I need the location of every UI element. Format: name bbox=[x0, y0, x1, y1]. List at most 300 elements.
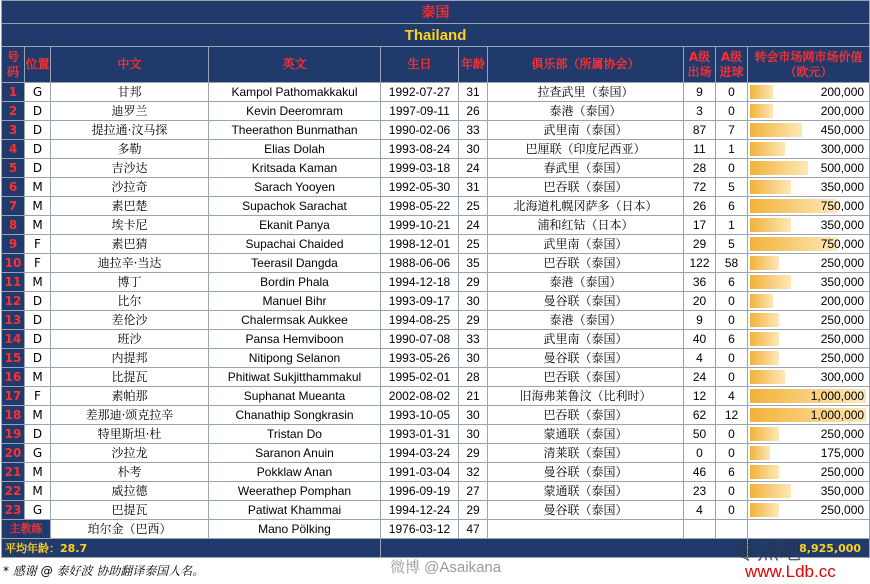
player-birthday: 1995-02-01 bbox=[381, 368, 459, 387]
market-value-bar bbox=[750, 503, 779, 517]
player-position: F bbox=[25, 387, 51, 406]
coach-label: 主教练 bbox=[2, 520, 51, 539]
player-goals: 5 bbox=[716, 178, 748, 197]
table-row bbox=[2, 501, 870, 520]
player-position: M bbox=[25, 463, 51, 482]
player-market-value bbox=[748, 406, 870, 425]
player-birthday: 1998-12-01 bbox=[381, 235, 459, 254]
player-english-name: Teerasil Dangda bbox=[209, 254, 381, 273]
player-age: 30 bbox=[459, 140, 488, 159]
table-row bbox=[2, 235, 870, 254]
player-position: D bbox=[25, 140, 51, 159]
player-goals: 0 bbox=[716, 368, 748, 387]
player-birthday: 1990-02-06 bbox=[381, 121, 459, 140]
player-chinese-name: 沙拉龙 bbox=[51, 444, 209, 463]
table-row bbox=[2, 292, 870, 311]
player-club: 巴吞联（泰国） bbox=[488, 178, 684, 197]
market-value-bar bbox=[750, 142, 785, 156]
player-market-value bbox=[748, 235, 870, 254]
player-number: 3 bbox=[2, 121, 25, 140]
player-club: 清莱联（泰国） bbox=[488, 444, 684, 463]
player-caps: 87 bbox=[684, 121, 716, 140]
table-row bbox=[2, 387, 870, 406]
table-row bbox=[2, 178, 870, 197]
market-value-bar bbox=[750, 85, 773, 99]
player-number: 12 bbox=[2, 292, 25, 311]
market-value-bar bbox=[750, 275, 791, 289]
market-value-bar bbox=[750, 218, 791, 232]
player-chinese-name: 特里斯坦·杜 bbox=[51, 425, 209, 444]
player-birthday: 1992-05-30 bbox=[381, 178, 459, 197]
market-value-bar bbox=[750, 123, 802, 137]
header-caps: A级出场 bbox=[684, 47, 716, 83]
player-position: M bbox=[25, 273, 51, 292]
player-chinese-name: 巴提瓦 bbox=[51, 501, 209, 520]
player-goals: 0 bbox=[716, 83, 748, 102]
player-birthday: 1994-12-24 bbox=[381, 501, 459, 520]
player-chinese-name: 沙拉奇 bbox=[51, 178, 209, 197]
player-market-value bbox=[748, 292, 870, 311]
player-goals: 6 bbox=[716, 197, 748, 216]
player-club: 泰港（泰国） bbox=[488, 273, 684, 292]
player-age: 25 bbox=[459, 235, 488, 254]
player-position: D bbox=[25, 311, 51, 330]
player-number: 5 bbox=[2, 159, 25, 178]
header-number: 号码 bbox=[2, 47, 25, 83]
player-english-name: Bordin Phala bbox=[209, 273, 381, 292]
player-position: F bbox=[25, 235, 51, 254]
player-number: 2 bbox=[2, 102, 25, 121]
player-number: 16 bbox=[2, 368, 25, 387]
player-market-value bbox=[748, 349, 870, 368]
table-row bbox=[2, 140, 870, 159]
squad-table bbox=[1, 0, 870, 558]
market-value-bar bbox=[750, 446, 770, 460]
market-value-text: 250,000 bbox=[820, 503, 865, 517]
player-club: 武里南（泰国） bbox=[488, 121, 684, 140]
table-row bbox=[2, 216, 870, 235]
player-english-name: Chalermsak Aukkee bbox=[209, 311, 381, 330]
player-age: 33 bbox=[459, 121, 488, 140]
player-chinese-name: 多勒 bbox=[51, 140, 209, 159]
player-club: 北海道札幌冈萨多（日本） bbox=[488, 197, 684, 216]
player-caps: 12 bbox=[684, 387, 716, 406]
market-value-text: 1,000,000 bbox=[810, 389, 865, 403]
player-english-name: Kampol Pathomakkakul bbox=[209, 83, 381, 102]
player-age: 24 bbox=[459, 216, 488, 235]
player-club: 巴吞联（泰国） bbox=[488, 254, 684, 273]
player-age: 21 bbox=[459, 387, 488, 406]
market-value-bar bbox=[750, 427, 779, 441]
player-chinese-name: 素帕那 bbox=[51, 387, 209, 406]
player-chinese-name: 威拉德 bbox=[51, 482, 209, 501]
player-club: 浦和红钻（日本） bbox=[488, 216, 684, 235]
player-age: 31 bbox=[459, 83, 488, 102]
player-english-name: Saranon Anuin bbox=[209, 444, 381, 463]
player-birthday: 1994-08-25 bbox=[381, 311, 459, 330]
header-club: 俱乐部（所属协会） bbox=[488, 47, 684, 83]
player-club: 泰港（泰国） bbox=[488, 102, 684, 121]
player-birthday: 1991-03-04 bbox=[381, 463, 459, 482]
header-english-name: 英文 bbox=[209, 47, 381, 83]
player-goals: 0 bbox=[716, 292, 748, 311]
table-row bbox=[2, 444, 870, 463]
player-goals: 12 bbox=[716, 406, 748, 425]
player-market-value bbox=[748, 387, 870, 406]
player-caps: 122 bbox=[684, 254, 716, 273]
player-caps: 17 bbox=[684, 216, 716, 235]
market-value-text: 300,000 bbox=[820, 142, 865, 156]
player-age: 30 bbox=[459, 349, 488, 368]
market-value-text: 250,000 bbox=[820, 351, 865, 365]
player-english-name: Kritsada Kaman bbox=[209, 159, 381, 178]
player-age: 29 bbox=[459, 311, 488, 330]
player-caps: 23 bbox=[684, 482, 716, 501]
player-market-value bbox=[748, 121, 870, 140]
coach-caps-empty bbox=[684, 520, 716, 539]
player-position: M bbox=[25, 406, 51, 425]
player-position: D bbox=[25, 159, 51, 178]
player-club: 拉查武里（泰国） bbox=[488, 83, 684, 102]
player-chinese-name: 素巴楚 bbox=[51, 197, 209, 216]
player-caps: 0 bbox=[684, 444, 716, 463]
player-birthday: 1993-09-17 bbox=[381, 292, 459, 311]
player-club: 武里南（泰国） bbox=[488, 235, 684, 254]
player-birthday: 1993-05-26 bbox=[381, 349, 459, 368]
coach-age: 47 bbox=[459, 520, 488, 539]
player-goals: 0 bbox=[716, 482, 748, 501]
player-english-name: Suphanat Mueanta bbox=[209, 387, 381, 406]
player-market-value bbox=[748, 159, 870, 178]
player-english-name: Tristan Do bbox=[209, 425, 381, 444]
player-goals: 0 bbox=[716, 501, 748, 520]
player-club: 曼谷联（泰国） bbox=[488, 292, 684, 311]
market-value-text: 250,000 bbox=[820, 465, 865, 479]
market-value-text: 250,000 bbox=[820, 256, 865, 270]
player-caps: 46 bbox=[684, 463, 716, 482]
player-number: 7 bbox=[2, 197, 25, 216]
player-goals: 0 bbox=[716, 102, 748, 121]
player-caps: 36 bbox=[684, 273, 716, 292]
table-row bbox=[2, 159, 870, 178]
player-age: 29 bbox=[459, 273, 488, 292]
player-english-name: Theerathon Bunmathan bbox=[209, 121, 381, 140]
player-chinese-name: 比提瓦 bbox=[51, 368, 209, 387]
player-birthday: 1996-09-19 bbox=[381, 482, 459, 501]
player-position: D bbox=[25, 102, 51, 121]
table-row bbox=[2, 482, 870, 501]
player-number: 18 bbox=[2, 406, 25, 425]
market-value-bar bbox=[750, 256, 779, 270]
table-row bbox=[2, 102, 870, 121]
player-english-name: Pansa Hemviboon bbox=[209, 330, 381, 349]
player-goals: 6 bbox=[716, 273, 748, 292]
table-row bbox=[2, 121, 870, 140]
player-club: 巴吞联（泰国） bbox=[488, 406, 684, 425]
market-value-text: 250,000 bbox=[820, 332, 865, 346]
player-english-name: Chanathip Songkrasin bbox=[209, 406, 381, 425]
player-market-value bbox=[748, 102, 870, 121]
market-value-text: 200,000 bbox=[820, 294, 865, 308]
player-market-value bbox=[748, 197, 870, 216]
player-market-value bbox=[748, 178, 870, 197]
credit-note: * 感谢 @ 泰好波 协助翻译泰国人名。 bbox=[3, 564, 205, 578]
player-position: D bbox=[25, 330, 51, 349]
player-birthday: 1993-01-31 bbox=[381, 425, 459, 444]
player-birthday: 2002-08-02 bbox=[381, 387, 459, 406]
player-caps: 4 bbox=[684, 349, 716, 368]
player-chinese-name: 吉沙达 bbox=[51, 159, 209, 178]
market-value-text: 200,000 bbox=[820, 104, 865, 118]
player-age: 30 bbox=[459, 292, 488, 311]
player-club: 武里南（泰国） bbox=[488, 330, 684, 349]
player-age: 24 bbox=[459, 159, 488, 178]
player-birthday: 1998-05-22 bbox=[381, 197, 459, 216]
table-row bbox=[2, 463, 870, 482]
player-age: 25 bbox=[459, 197, 488, 216]
market-value-text: 350,000 bbox=[820, 218, 865, 232]
table-row bbox=[2, 311, 870, 330]
player-market-value bbox=[748, 330, 870, 349]
player-caps: 28 bbox=[684, 159, 716, 178]
player-caps: 9 bbox=[684, 311, 716, 330]
player-market-value bbox=[748, 273, 870, 292]
player-birthday: 1990-07-08 bbox=[381, 330, 459, 349]
player-club: 巴吞联（泰国） bbox=[488, 368, 684, 387]
site-url-watermark: www.Ldb.cc bbox=[745, 562, 836, 581]
header-birthday: 生日 bbox=[381, 47, 459, 83]
total-market-value: 8,925,000 bbox=[748, 539, 870, 558]
player-position: F bbox=[25, 254, 51, 273]
player-age: 28 bbox=[459, 368, 488, 387]
player-position: D bbox=[25, 425, 51, 444]
player-caps: 4 bbox=[684, 501, 716, 520]
summary-blank bbox=[381, 539, 748, 558]
player-birthday: 1999-03-18 bbox=[381, 159, 459, 178]
player-market-value bbox=[748, 501, 870, 520]
player-age: 32 bbox=[459, 463, 488, 482]
market-value-text: 300,000 bbox=[820, 370, 865, 384]
player-position: D bbox=[25, 292, 51, 311]
player-number: 9 bbox=[2, 235, 25, 254]
player-goals: 1 bbox=[716, 140, 748, 159]
player-number: 10 bbox=[2, 254, 25, 273]
player-position: M bbox=[25, 197, 51, 216]
player-position: M bbox=[25, 482, 51, 501]
player-market-value bbox=[748, 425, 870, 444]
player-goals: 0 bbox=[716, 444, 748, 463]
site-logo-watermark: 零点吧 bbox=[735, 540, 802, 565]
market-value-text: 350,000 bbox=[820, 180, 865, 194]
player-club: 曼谷联（泰国） bbox=[488, 501, 684, 520]
table-row bbox=[2, 273, 870, 292]
player-goals: 0 bbox=[716, 425, 748, 444]
player-english-name: Sarach Yooyen bbox=[209, 178, 381, 197]
title-chinese: 泰国 bbox=[2, 1, 870, 24]
player-age: 29 bbox=[459, 444, 488, 463]
table-row bbox=[2, 349, 870, 368]
player-english-name: Weerathep Pomphan bbox=[209, 482, 381, 501]
player-number: 19 bbox=[2, 425, 25, 444]
player-market-value bbox=[748, 311, 870, 330]
player-caps: 26 bbox=[684, 197, 716, 216]
player-goals: 4 bbox=[716, 387, 748, 406]
player-chinese-name: 素巴猜 bbox=[51, 235, 209, 254]
player-caps: 3 bbox=[684, 102, 716, 121]
player-number: 6 bbox=[2, 178, 25, 197]
player-chinese-name: 埃卡尼 bbox=[51, 216, 209, 235]
player-number: 8 bbox=[2, 216, 25, 235]
player-birthday: 1988-06-06 bbox=[381, 254, 459, 273]
market-value-bar bbox=[750, 313, 779, 327]
header-position: 位置 bbox=[25, 47, 51, 83]
player-english-name: Nitipong Selanon bbox=[209, 349, 381, 368]
average-age: 平均年龄：28.7 bbox=[2, 539, 381, 558]
market-value-bar bbox=[750, 294, 773, 308]
player-age: 35 bbox=[459, 254, 488, 273]
player-chinese-name: 朴考 bbox=[51, 463, 209, 482]
player-club: 泰港（泰国） bbox=[488, 311, 684, 330]
player-goals: 58 bbox=[716, 254, 748, 273]
market-value-bar bbox=[750, 484, 791, 498]
market-value-text: 450,000 bbox=[820, 123, 865, 137]
player-number: 14 bbox=[2, 330, 25, 349]
player-club: 蒙通联（泰国） bbox=[488, 425, 684, 444]
coach-chinese-name: 珀尔金（巴西） bbox=[51, 520, 209, 539]
player-market-value bbox=[748, 83, 870, 102]
player-goals: 1 bbox=[716, 216, 748, 235]
table-row bbox=[2, 197, 870, 216]
player-age: 33 bbox=[459, 330, 488, 349]
player-caps: 50 bbox=[684, 425, 716, 444]
market-value-bar bbox=[750, 332, 779, 346]
player-market-value bbox=[748, 216, 870, 235]
coach-birthday: 1976-03-12 bbox=[381, 520, 459, 539]
player-market-value bbox=[748, 140, 870, 159]
player-age: 29 bbox=[459, 501, 488, 520]
player-english-name: Ekanit Panya bbox=[209, 216, 381, 235]
player-caps: 62 bbox=[684, 406, 716, 425]
player-chinese-name: 提拉通·汶马探 bbox=[51, 121, 209, 140]
table-row bbox=[2, 254, 870, 273]
player-chinese-name: 博丁 bbox=[51, 273, 209, 292]
player-age: 27 bbox=[459, 482, 488, 501]
player-chinese-name: 迪罗兰 bbox=[51, 102, 209, 121]
player-position: D bbox=[25, 121, 51, 140]
player-market-value bbox=[748, 254, 870, 273]
player-club: 旧海弗莱鲁汶（比利时） bbox=[488, 387, 684, 406]
player-chinese-name: 差伦沙 bbox=[51, 311, 209, 330]
player-age: 31 bbox=[459, 178, 488, 197]
player-goals: 5 bbox=[716, 235, 748, 254]
table-row bbox=[2, 330, 870, 349]
player-chinese-name: 甘邦 bbox=[51, 83, 209, 102]
player-goals: 0 bbox=[716, 311, 748, 330]
market-value-text: 500,000 bbox=[820, 161, 865, 175]
player-position: M bbox=[25, 216, 51, 235]
player-birthday: 1992-07-27 bbox=[381, 83, 459, 102]
player-caps: 24 bbox=[684, 368, 716, 387]
market-value-bar bbox=[750, 465, 779, 479]
player-number: 23 bbox=[2, 501, 25, 520]
player-goals: 6 bbox=[716, 330, 748, 349]
player-age: 30 bbox=[459, 425, 488, 444]
player-caps: 9 bbox=[684, 83, 716, 102]
player-market-value bbox=[748, 444, 870, 463]
player-position: G bbox=[25, 444, 51, 463]
player-number: 13 bbox=[2, 311, 25, 330]
market-value-text: 250,000 bbox=[820, 427, 865, 441]
player-position: G bbox=[25, 501, 51, 520]
player-caps: 20 bbox=[684, 292, 716, 311]
title-english: Thailand bbox=[2, 24, 870, 47]
player-age: 30 bbox=[459, 406, 488, 425]
market-value-text: 250,000 bbox=[820, 313, 865, 327]
header-market-value: 转会市场网市场价值（欧元） bbox=[748, 47, 870, 83]
market-value-bar bbox=[750, 161, 808, 175]
coach-club-empty bbox=[488, 520, 684, 539]
player-chinese-name: 班沙 bbox=[51, 330, 209, 349]
player-club: 曼谷联（泰国） bbox=[488, 349, 684, 368]
player-birthday: 1993-08-24 bbox=[381, 140, 459, 159]
player-english-name: Supachai Chaided bbox=[209, 235, 381, 254]
table-row bbox=[2, 425, 870, 444]
player-birthday: 1993-10-05 bbox=[381, 406, 459, 425]
coach-english-name: Mano Pölking bbox=[209, 520, 381, 539]
player-position: D bbox=[25, 349, 51, 368]
header-goals: A级进球 bbox=[716, 47, 748, 83]
player-english-name: Supachok Sarachat bbox=[209, 197, 381, 216]
player-market-value bbox=[748, 463, 870, 482]
player-birthday: 1999-10-21 bbox=[381, 216, 459, 235]
player-position: G bbox=[25, 83, 51, 102]
player-position: M bbox=[25, 178, 51, 197]
table-row bbox=[2, 83, 870, 102]
player-english-name: Elias Dolah bbox=[209, 140, 381, 159]
player-market-value bbox=[748, 482, 870, 501]
player-number: 21 bbox=[2, 463, 25, 482]
market-value-bar bbox=[750, 104, 773, 118]
player-english-name: Phitiwat Sukjitthammakul bbox=[209, 368, 381, 387]
header-age: 年龄 bbox=[459, 47, 488, 83]
player-number: 1 bbox=[2, 83, 25, 102]
player-english-name: Pokklaw Anan bbox=[209, 463, 381, 482]
player-number: 15 bbox=[2, 349, 25, 368]
market-value-text: 350,000 bbox=[820, 275, 865, 289]
player-goals: 6 bbox=[716, 463, 748, 482]
market-value-text: 350,000 bbox=[820, 484, 865, 498]
player-caps: 40 bbox=[684, 330, 716, 349]
squad-sheet bbox=[1, 0, 869, 558]
player-number: 17 bbox=[2, 387, 25, 406]
player-club: 曼谷联（泰国） bbox=[488, 463, 684, 482]
player-birthday: 1997-09-11 bbox=[381, 102, 459, 121]
player-number: 11 bbox=[2, 273, 25, 292]
player-chinese-name: 内提邦 bbox=[51, 349, 209, 368]
player-chinese-name: 迪拉辛·当达 bbox=[51, 254, 209, 273]
header-chinese-name: 中文 bbox=[51, 47, 209, 83]
player-club: 春武里（泰国） bbox=[488, 159, 684, 178]
player-number: 22 bbox=[2, 482, 25, 501]
player-club: 巴厘联（印度尼西亚） bbox=[488, 140, 684, 159]
player-caps: 29 bbox=[684, 235, 716, 254]
player-age: 26 bbox=[459, 102, 488, 121]
player-goals: 7 bbox=[716, 121, 748, 140]
market-value-bar bbox=[750, 370, 785, 384]
table-row bbox=[2, 406, 870, 425]
player-caps: 72 bbox=[684, 178, 716, 197]
market-value-text: 750,000 bbox=[820, 237, 865, 251]
